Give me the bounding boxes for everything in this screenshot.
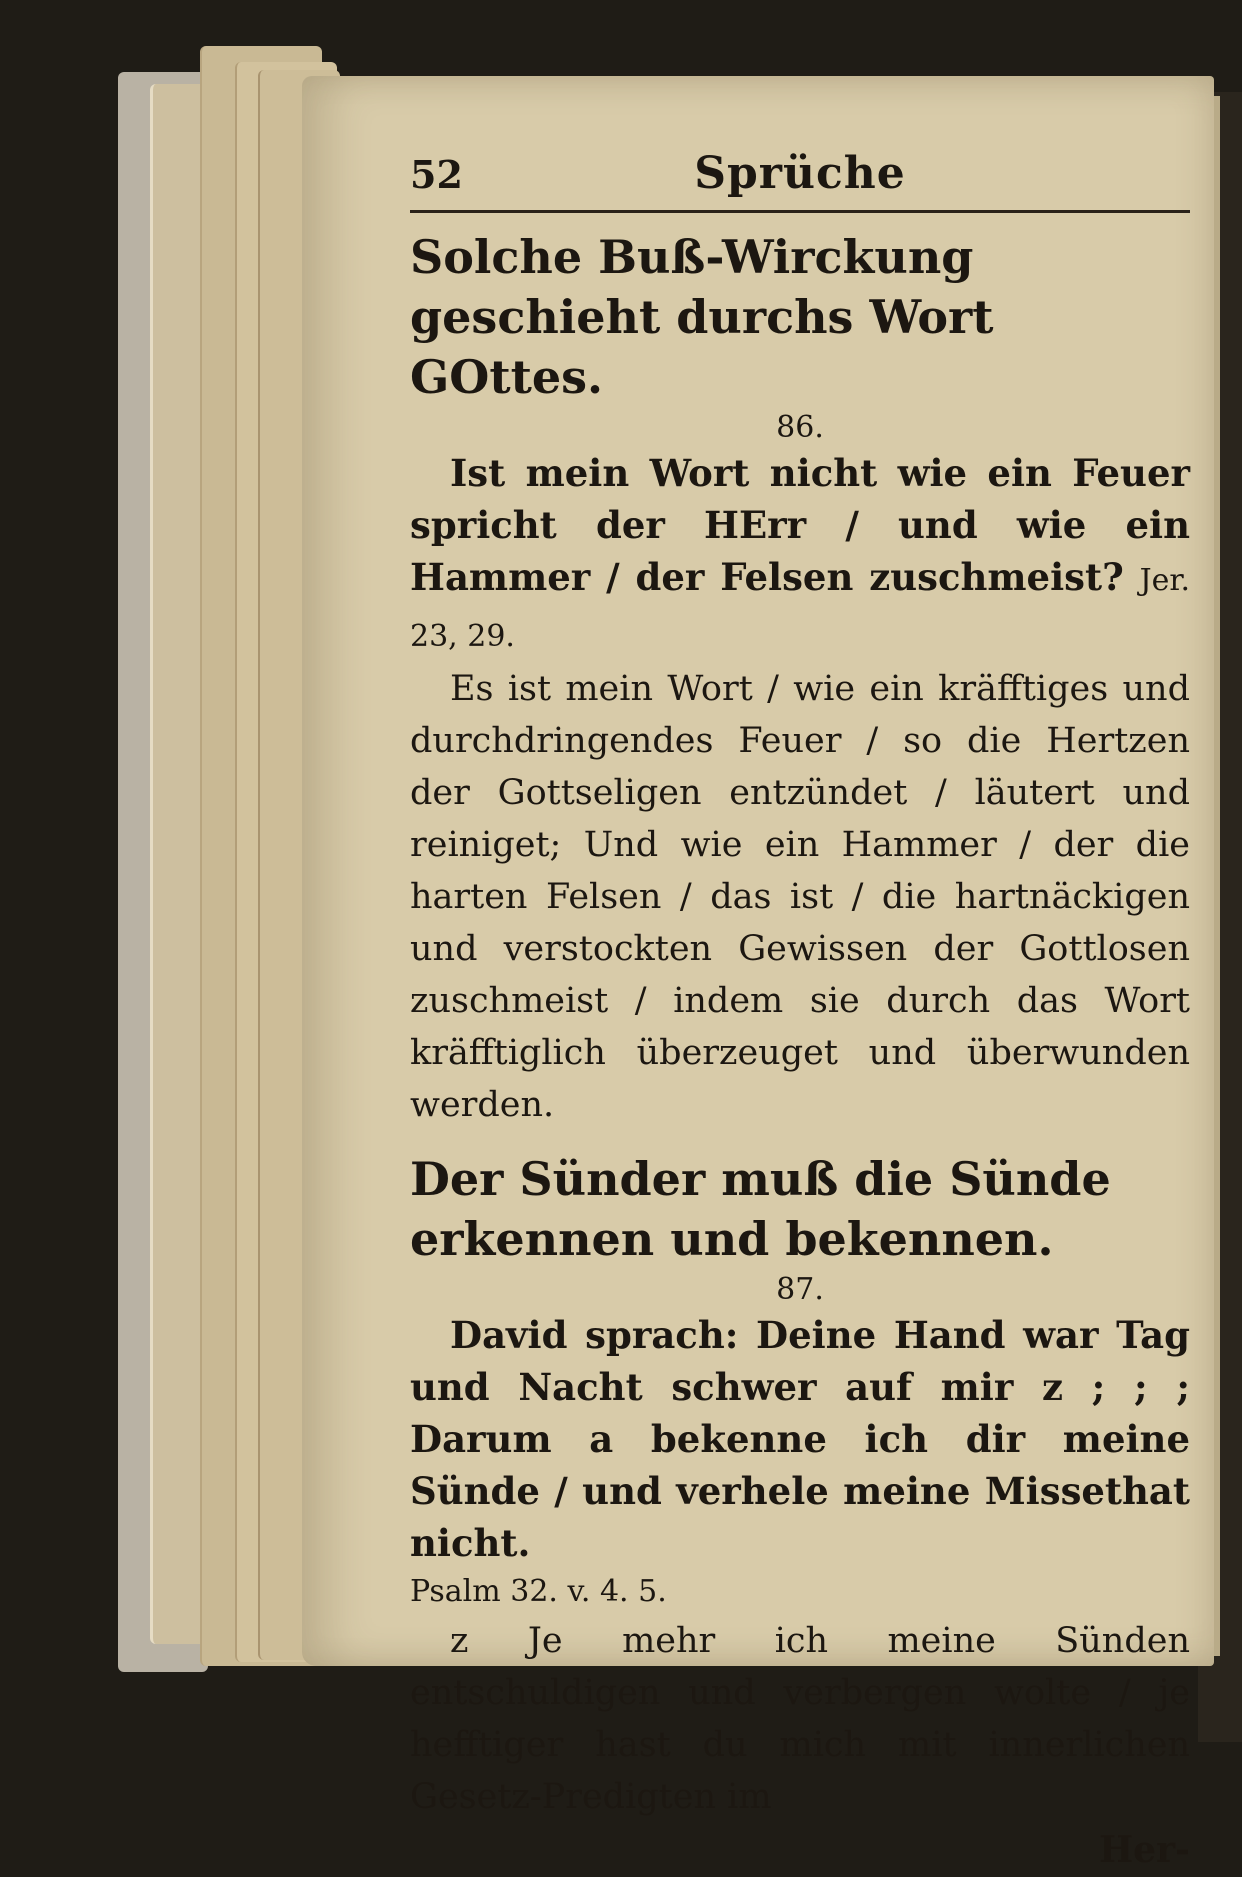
verse-number: 87. <box>776 1272 824 1307</box>
section-heading: Solche Buß-Wirckung geschieht durchs Wort GOttes. <box>410 230 994 404</box>
verse-text <box>410 447 1190 663</box>
page-content <box>410 140 1190 1877</box>
running-head: Sprüche <box>694 148 906 199</box>
page-number: 52 <box>410 152 463 197</box>
verse-text: David sprach: Deine Hand war Tag und Nacht schwer auf mir z ; ; ; Darum a bekenne ich dir meine Sünde / und verhele meine Missethat nicht. <box>410 1313 1190 1565</box>
verse-body: Ist mein Wort nicht wie ein Feuer spricht der HErr / und wie ein Hammer / der Felsen zuschmeist? <box>410 451 1190 599</box>
page-header <box>410 140 1190 213</box>
catchword: Her- <box>1099 1829 1190 1871</box>
section-heading: Der Sünder muß die Sünde erkennen und bekennen. <box>410 1152 1111 1266</box>
commentary-paragraph: Es ist mein Wort / wie ein kräfftiges und durchdringendes Feuer / so die Hertzen der Gottseligen entzündet / läutert und reiniget; Und wie ein Hammer / der die harten Felsen / das ist / die hartnäckigen und verstockten Gewissen der Gottlosen zuschmeist / indem sie durch das Wort kräfftiglich überzeuget und überwunden werden. <box>410 669 1190 1125</box>
scripture-reference: Psalm 32. v. 4. 5. <box>410 1574 667 1609</box>
verse-number: 86. <box>776 410 824 445</box>
footnote-paragraph: z Je mehr ich meine Sünden entschuldigen und verbergen wolte / je hefftiger hast du mich mit innerlichen Gesetz-Predigten im <box>410 1621 1190 1817</box>
scripture-reference: Jer. 23, 29. <box>410 563 1191 654</box>
